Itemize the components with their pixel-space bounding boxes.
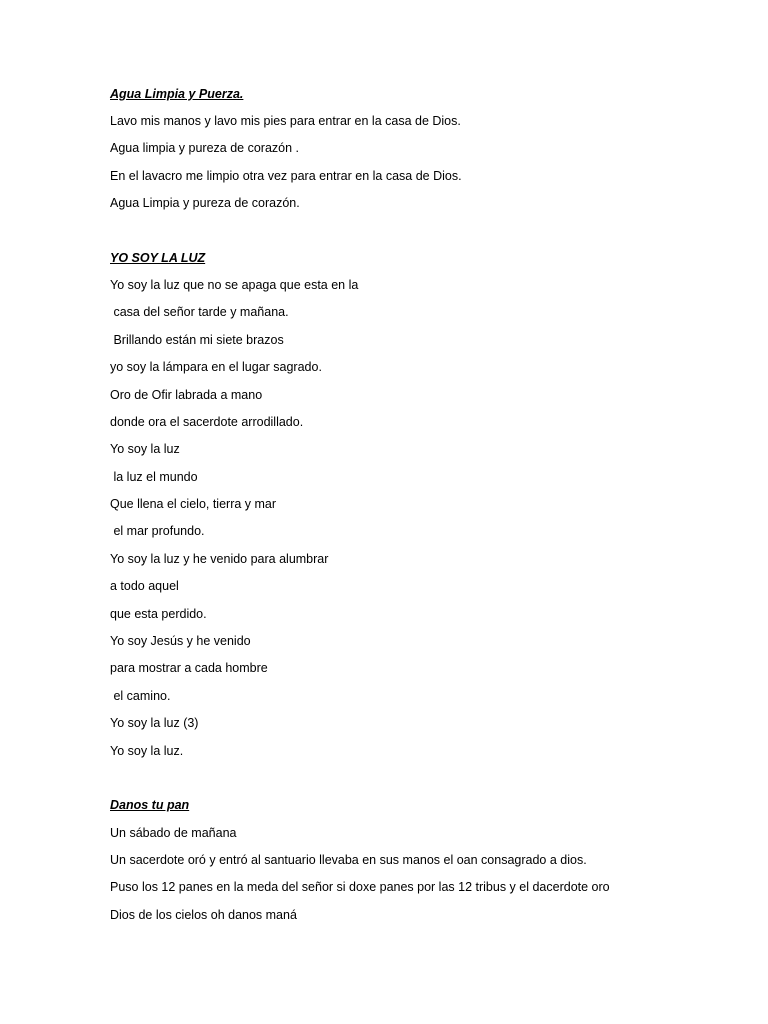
- lyric-line: Yo soy Jesús y he venido: [110, 634, 251, 648]
- lyric-line: a todo aquel: [110, 579, 179, 593]
- lyric-line: Yo soy la luz: [110, 442, 180, 456]
- lyric-line: Oro de Ofir labrada a mano: [110, 388, 263, 402]
- lyric-line: casa del señor tarde y mañana.: [110, 305, 289, 319]
- lyric-line: Puso los 12 panes en la meda del señor si doxe panes por las 12 tribus y el dacerdote oro: [110, 880, 610, 894]
- lyric-line: la luz el mundo: [110, 470, 198, 484]
- lyric-line: Yo soy la luz y he venido para alumbrar: [110, 552, 329, 566]
- lyric-line: Yo soy la luz.: [110, 744, 184, 758]
- lyric-line: Agua Limpia y pureza de corazón.: [110, 196, 300, 210]
- lyric-line: Un sábado de mañana: [110, 826, 237, 840]
- lyric-line: que esta perdido.: [110, 607, 207, 621]
- section-title-agua-limpia: Agua Limpia y Puerza.: [110, 87, 244, 101]
- section-title-yo-soy-la-luz: YO SOY LA LUZ: [110, 251, 206, 265]
- lyric-line: Agua limpia y pureza de corazón .: [110, 141, 299, 155]
- lyric-line: Yo soy la luz que no se apaga que esta en la: [110, 278, 359, 292]
- lyric-line: el mar profundo.: [110, 524, 205, 538]
- section-title-danos-tu-pan: Danos tu pan: [110, 798, 190, 812]
- lyric-line: el camino.: [110, 689, 171, 703]
- lyric-line: Brillando están mi siete brazos: [110, 333, 284, 347]
- lyric-line: Que llena el cielo, tierra y mar: [110, 497, 277, 511]
- lyric-line: En el lavacro me limpio otra vez para entrar en la casa de Dios.: [110, 169, 462, 183]
- lyric-line: Un sacerdote oró y entró al santuario llevaba en sus manos el oan consagrado a dios.: [110, 853, 587, 867]
- lyric-line: donde ora el sacerdote arrodillado.: [110, 415, 304, 429]
- lyric-line: para mostrar a cada hombre: [110, 661, 268, 675]
- lyric-line: Dios de los cielos oh danos maná: [110, 908, 297, 922]
- lyric-line: Yo soy la luz (3): [110, 716, 199, 730]
- lyric-line: Lavo mis manos y lavo mis pies para entrar en la casa de Dios.: [110, 114, 461, 128]
- lyric-line: yo soy la lámpara en el lugar sagrado.: [110, 360, 322, 374]
